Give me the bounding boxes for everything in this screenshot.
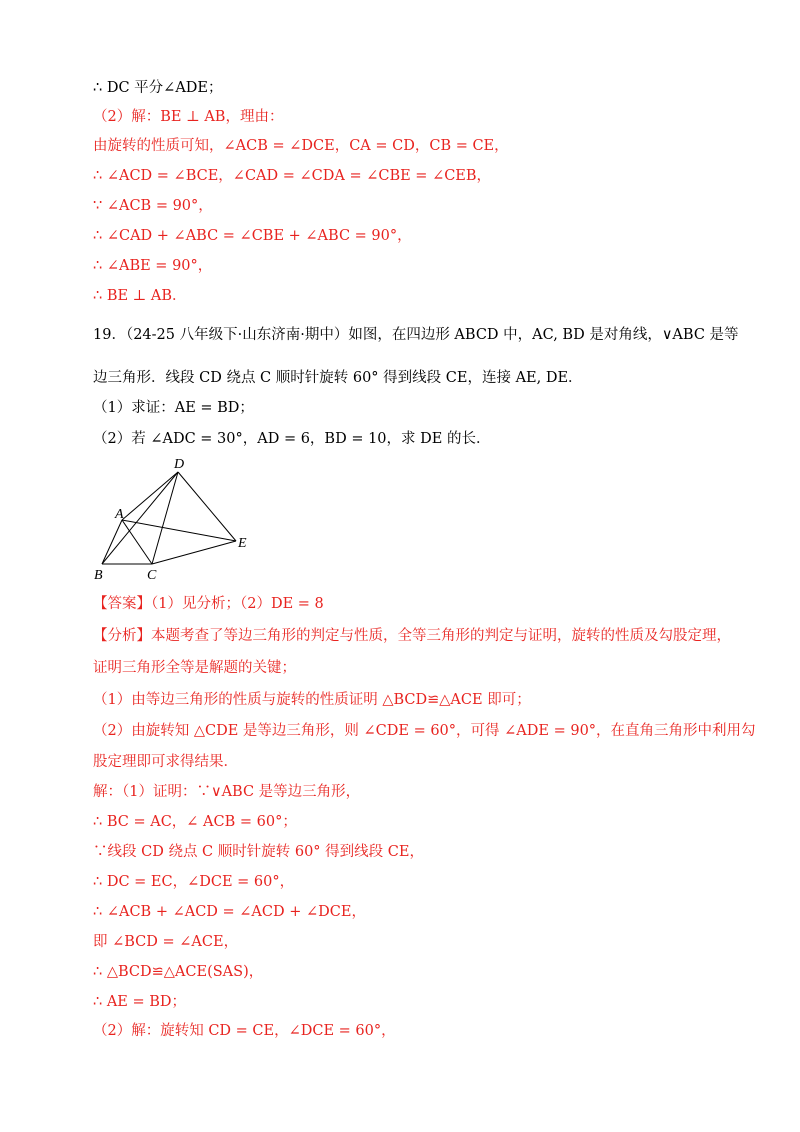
segment-ce	[152, 541, 236, 564]
text-line-6: ∴ ∠CAD + ∠ABC = ∠CBE + ∠ABC = 90°，	[93, 228, 412, 244]
text-line-2: （2）解：BE ⊥ AB，理由：	[93, 109, 284, 125]
solution-line-3: ∵线段 CD 绕点 C 顺时针旋转 60° 得到线段 CE，	[93, 844, 424, 860]
analysis-line-5: 股定理即可求得结果．	[93, 754, 238, 770]
problem-19-statement: 19．（24-25 八年级下·山东济南·期中）如图，在四边形 ABCD 中，AC, BD 是对角线，∨ABC 是等	[93, 327, 739, 343]
label-b: B	[94, 568, 103, 583]
analysis-line-3: （1）由等边三角形的性质与旋转的性质证明 △BCD≌△ACE 即可；	[93, 692, 531, 708]
text-line-8: ∴ BE ⊥ AB．	[93, 288, 187, 304]
segment-ae	[122, 520, 236, 541]
segment-de	[178, 472, 236, 541]
label-a: A	[115, 507, 124, 522]
solution-line-2: ∴ BC = AC，∠ ACB = 60°；	[93, 814, 297, 830]
solution-line-1: 解：（1）证明：∵∨ABC 是等边三角形，	[93, 784, 361, 800]
text-line-5: ∵ ∠ACB = 90°，	[93, 198, 213, 214]
text-line-3: 由旋转的性质可知，∠ACB = ∠DCE，CA = CD，CB = CE，	[93, 138, 509, 154]
analysis-line-4: （2）由旋转知 △CDE 是等边三角形，则 ∠CDE = 60°，可得 ∠ADE = 90°，在直角三角形中利用勾	[93, 723, 756, 739]
segment-cd	[152, 472, 178, 564]
label-e: E	[238, 536, 247, 551]
segment-bd	[102, 472, 178, 564]
solution-line-6: 即 ∠BCD = ∠ACE，	[93, 934, 239, 950]
solution-line-9: （2）解：旋转知 CD = CE，∠DCE = 60°，	[93, 1023, 396, 1039]
solution-line-4: ∴ DC = EC，∠DCE = 60°，	[93, 874, 295, 890]
label-c: C	[147, 568, 157, 583]
segment-ab	[102, 520, 122, 564]
analysis-line-1: 【分析】本题考查了等边三角形的判定与性质，全等三角形的判定与证明，旋转的性质及勾股定理，	[93, 628, 731, 644]
solution-line-8: ∴ AE = BD；	[93, 994, 187, 1010]
text-line-7: ∴ ∠ABE = 90°，	[93, 258, 213, 274]
geometry-figure	[90, 452, 265, 587]
segment-ac	[122, 520, 152, 564]
segment-ad	[122, 472, 178, 520]
label-d: D	[174, 457, 185, 472]
solution-line-5: ∴ ∠ACB + ∠ACD = ∠ACD + ∠DCE，	[93, 904, 366, 920]
text-line-4: ∴ ∠ACD = ∠BCE，∠CAD = ∠CDA = ∠CBE = ∠CEB，	[93, 168, 492, 184]
solution-line-7: ∴ △BCD≌△ACE(SAS)，	[93, 964, 264, 980]
answer-line: 【答案】（1）见分析；（2）DE = 8	[93, 596, 324, 612]
problem-19-part-2: （2）若 ∠ADC = 30°，AD = 6，BD = 10，求 DE 的长．	[93, 431, 491, 447]
analysis-line-2: 证明三角形全等是解题的关键；	[93, 660, 296, 676]
text-line-1: ∴ DC 平分∠ADE；	[93, 80, 223, 96]
problem-19-part-1: （1）求证：AE = BD；	[93, 400, 254, 416]
problem-19-statement-cont: 边三角形．线段 CD 绕点 C 顺时针旋转 60° 得到线段 CE，连接 AE, DE．	[93, 370, 583, 386]
